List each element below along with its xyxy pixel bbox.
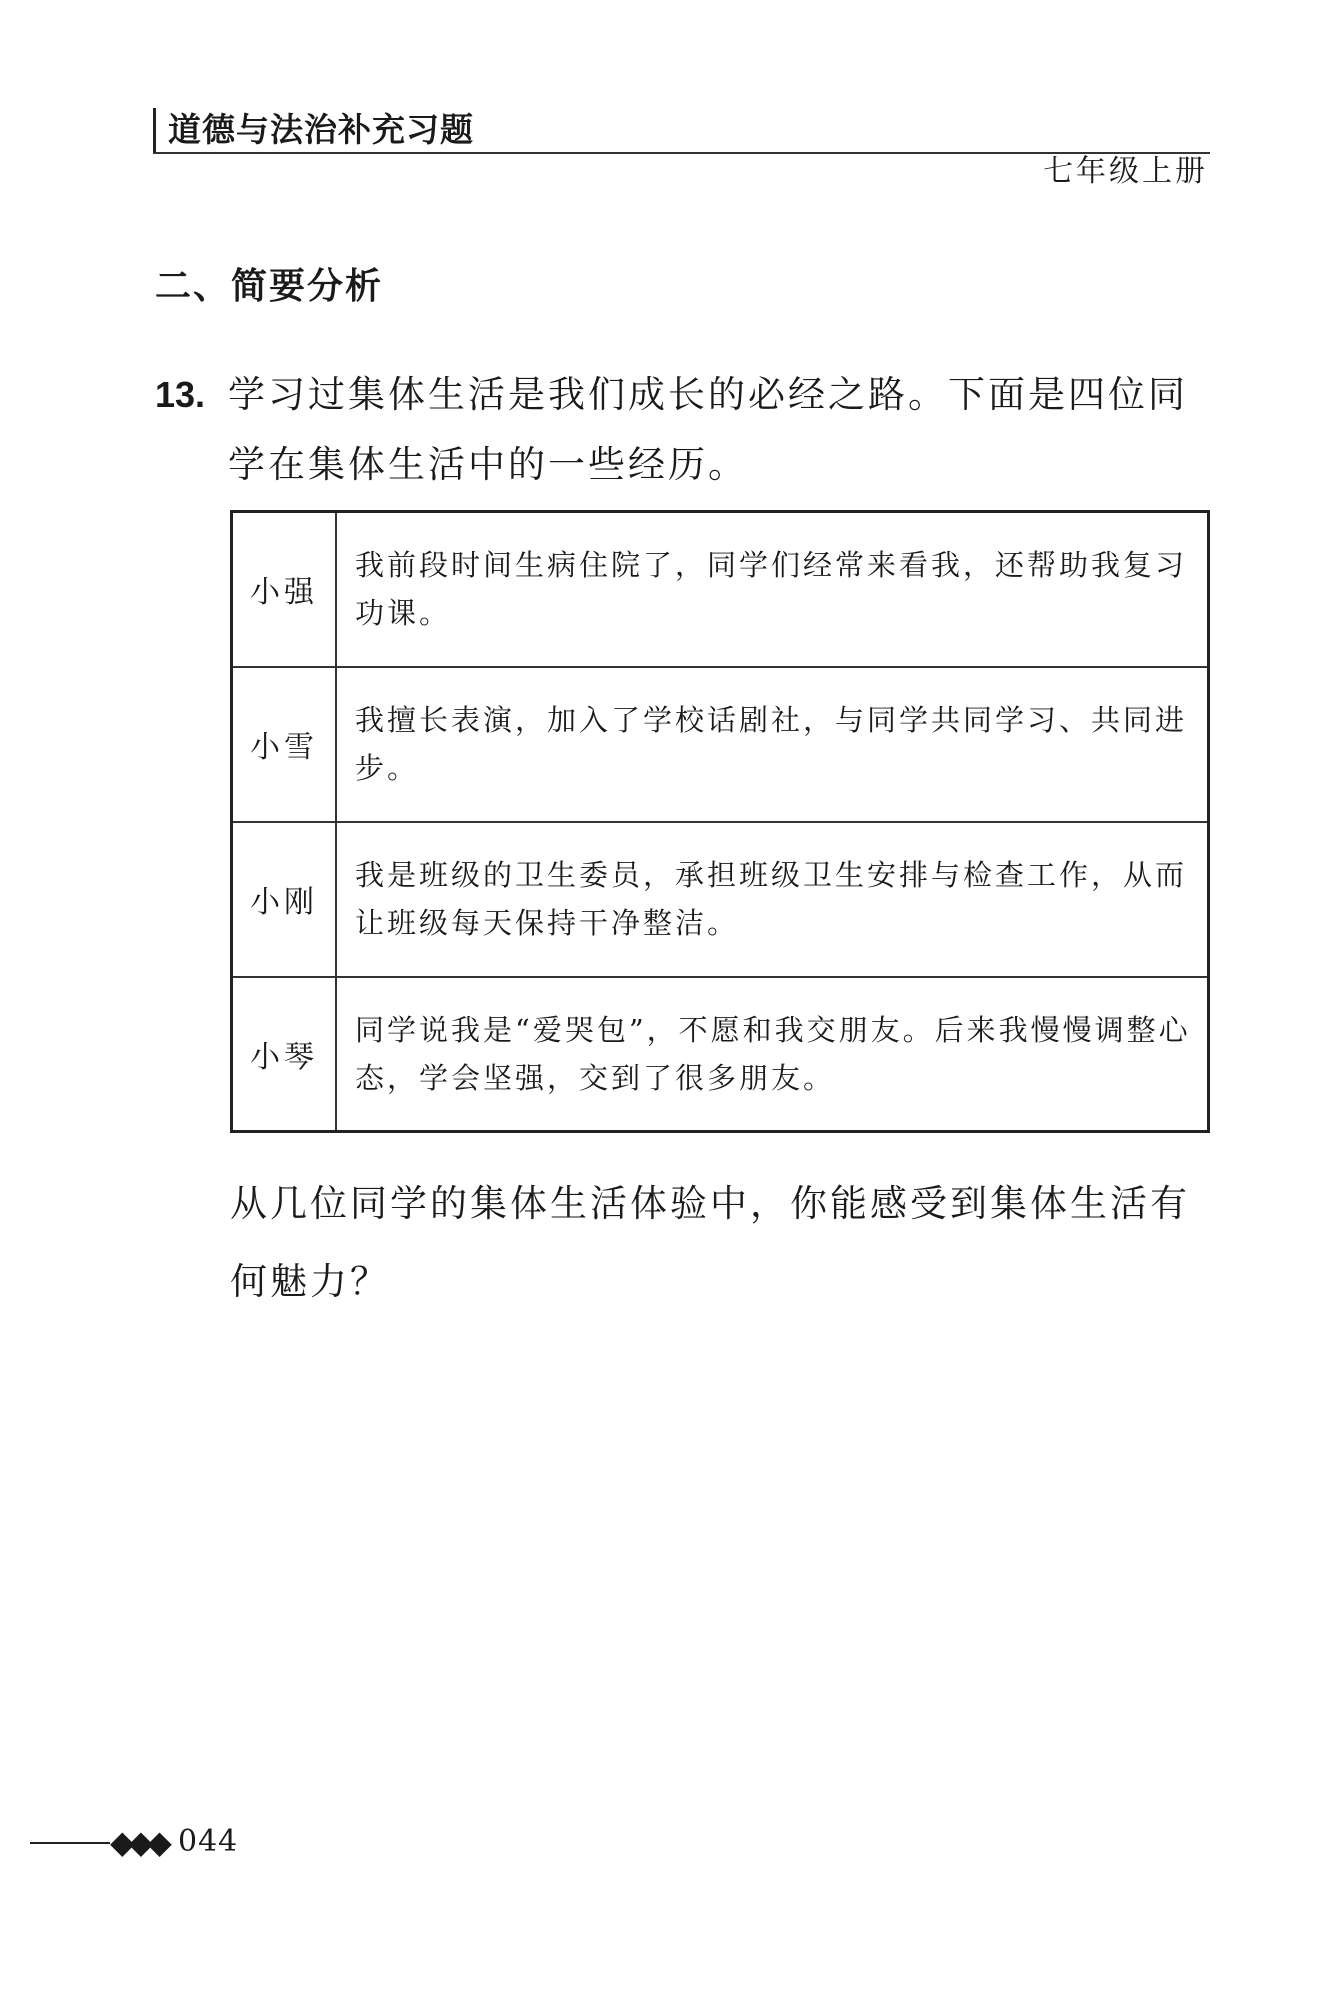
table-row [232, 512, 1209, 667]
student-experience: 我是班级的卫生委员，承担班级卫生安排与检查工作，从而让班级每天保持干净整洁。 [336, 822, 1209, 977]
table-row [232, 977, 1209, 1132]
book-header [150, 108, 1210, 154]
student-name: 小刚 [232, 822, 337, 977]
student-experience: 同学说我是“爱哭包”，不愿和我交朋友。后来我慢慢调整心态，学会坚强，交到了很多朋友。 [336, 977, 1209, 1132]
student-name: 小强 [232, 512, 337, 667]
student-name: 小琴 [232, 977, 337, 1132]
grade-label: 七年级上册 [1043, 154, 1208, 189]
question-text: 学习过集体生活是我们成长的必经之路。下面是四位同学在集体生活中的一些经历。 [228, 373, 1188, 486]
student-experience: 我前段时间生病住院了，同学们经常来看我，还帮助我复习功课。 [336, 512, 1209, 667]
header-vertical-bar [153, 108, 156, 154]
table-row [232, 667, 1209, 822]
footer-rule [30, 1842, 110, 1844]
followup-question: 从几位同学的集体生活体验中，你能感受到集体生活有何魅力？ [230, 1182, 1190, 1303]
student-name: 小雪 [232, 667, 337, 822]
diamond-icon: ◆◆◆ [110, 1823, 166, 1861]
page-footer [30, 1820, 430, 1864]
question-number: 13. [155, 374, 206, 415]
book-title: 道德与法治补充习题 [168, 110, 474, 149]
table-row [232, 822, 1209, 977]
student-experience: 我擅长表演，加入了学校话剧社，与同学共同学习、共同进步。 [336, 667, 1209, 822]
experience-table [230, 510, 1210, 1133]
question-13 [155, 360, 1215, 500]
section-heading: 二、简要分析 [155, 266, 384, 307]
page-number: 044 [178, 1824, 239, 1859]
